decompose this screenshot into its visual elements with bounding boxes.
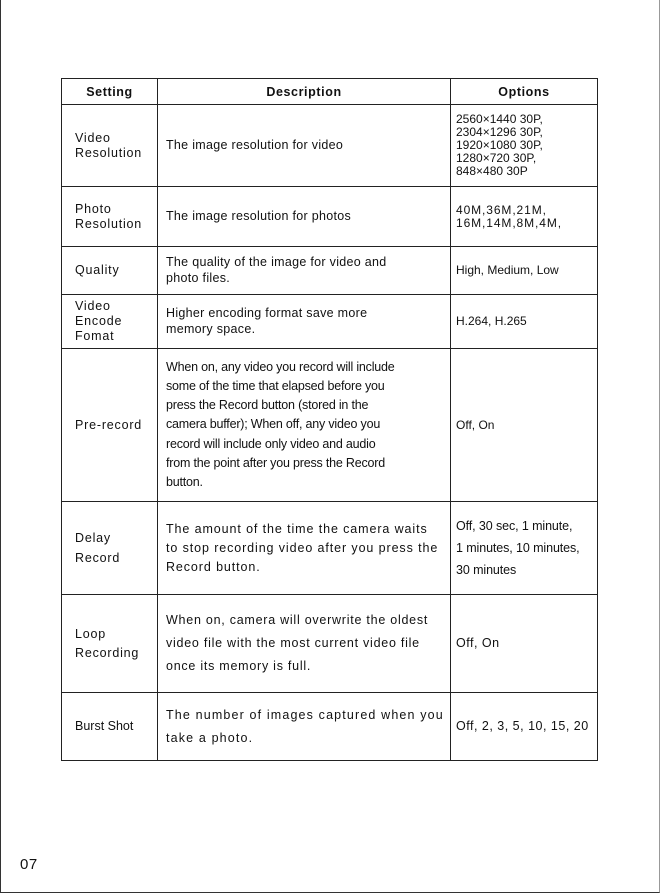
description-cell: Higher encoding format save more memory space.	[158, 295, 451, 349]
table-row	[62, 693, 598, 761]
setting-cell: Pre-record	[62, 349, 158, 502]
table-row	[62, 502, 598, 595]
setting-cell: Delay Record	[62, 502, 158, 595]
page-number: 07	[20, 856, 38, 873]
options-cell: 2560×1440 30P, 2304×1296 30P, 1920×1080 30P, 1280×720 30P, 848×480 30P	[451, 105, 598, 187]
table-row	[62, 105, 598, 187]
description-cell: When on, any video you record will include some of the time that elapsed before you press the Record button (stored in the camera buffer); When off, any video you record will include only video and audio from the point after you press the Record button.	[158, 349, 451, 502]
description-cell: The quality of the image for video and photo files.	[158, 247, 451, 295]
setting-cell: Video Resolution	[62, 105, 158, 187]
table-row	[62, 247, 598, 295]
options-cell: Off, 2, 3, 5, 10, 15, 20	[451, 693, 598, 761]
options-cell: High, Medium, Low	[451, 247, 598, 295]
settings-table	[61, 78, 598, 761]
setting-cell: Video Encode Fomat	[62, 295, 158, 349]
setting-cell: Photo Resolution	[62, 187, 158, 247]
table-row	[62, 595, 598, 693]
options-cell: Off, On	[451, 349, 598, 502]
description-cell: When on, camera will overwrite the oldest video file with the most current video file once its memory is full.	[158, 595, 451, 693]
options-cell: Off, On	[451, 595, 598, 693]
table-row	[62, 295, 598, 349]
options-cell: Off, 30 sec, 1 minute, 1 minutes, 10 minutes, 30 minutes	[451, 502, 598, 595]
header-description: Description	[158, 79, 451, 105]
description-cell: The image resolution for video	[158, 105, 451, 187]
table-row	[62, 187, 598, 247]
setting-cell: Quality	[62, 247, 158, 295]
setting-cell: Loop Recording	[62, 595, 158, 693]
setting-cell: Burst Shot	[62, 693, 158, 761]
description-cell: The number of images captured when you take a photo.	[158, 693, 451, 761]
options-cell: 40M,36M,21M, 16M,14M,8M,4M,	[451, 187, 598, 247]
header-options: Options	[451, 79, 598, 105]
header-setting: Setting	[62, 79, 158, 105]
table-header-row	[62, 79, 598, 105]
description-cell: The image resolution for photos	[158, 187, 451, 247]
description-cell: The amount of the time the camera waits to stop recording video after you press the Record button.	[158, 502, 451, 595]
table-row	[62, 349, 598, 502]
options-cell: H.264, H.265	[451, 295, 598, 349]
